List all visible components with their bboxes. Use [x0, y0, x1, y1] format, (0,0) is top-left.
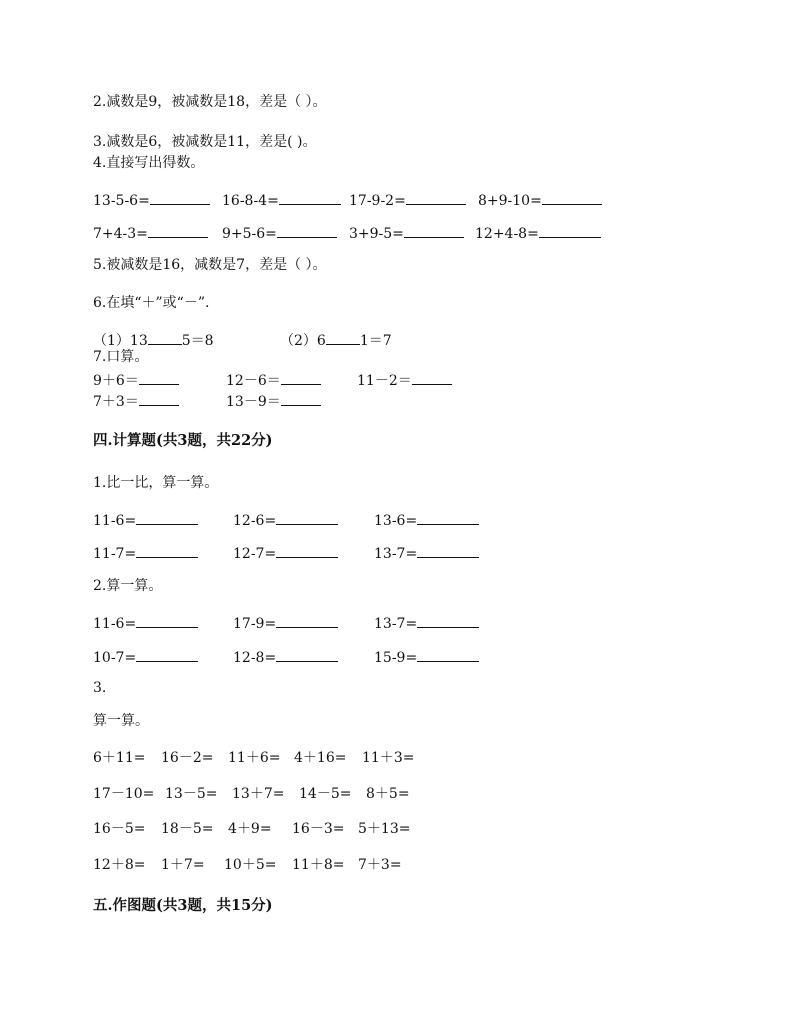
q4-item: 7+4-3=: [93, 223, 208, 243]
q4-item: 9+5-6=: [222, 223, 337, 243]
question-6-title: 6.在填“＋”或“－”.: [93, 295, 210, 311]
answer-blank[interactable]: [417, 510, 479, 525]
s4-p3-number: 3.: [93, 680, 107, 696]
answer-blank[interactable]: [136, 647, 198, 662]
operator-blank[interactable]: [326, 330, 360, 345]
q7-item: 11－2＝: [357, 370, 452, 390]
mental-math-item: 5＋13=: [358, 821, 411, 837]
question-5: 5.被减数是16，减数是7，差是（ ）。: [93, 257, 327, 273]
s4-p3-title: 算一算。: [93, 713, 149, 729]
answer-blank[interactable]: [139, 391, 179, 406]
answer-blank[interactable]: [542, 190, 602, 205]
mental-math-item: 8＋5=: [366, 786, 410, 802]
s4-p2-item: 12-8=: [233, 647, 338, 667]
question-7-title: 7.口算。: [93, 349, 149, 365]
mental-math-item: 17－10=: [93, 786, 155, 802]
answer-blank[interactable]: [136, 510, 198, 525]
s4-p2-item: 17-9=: [233, 613, 338, 633]
answer-blank[interactable]: [281, 391, 321, 406]
answer-blank[interactable]: [276, 543, 338, 558]
answer-blank[interactable]: [139, 370, 179, 385]
s4-p2-title: 2.算一算。: [93, 578, 163, 594]
q7-item: 9＋6＝: [93, 370, 179, 390]
mental-math-item: 4＋9=: [228, 821, 272, 837]
s4-p1-item: 13-7=: [374, 543, 479, 563]
operator-blank[interactable]: [148, 330, 182, 345]
s4-p1-item: 11-6=: [93, 510, 198, 530]
answer-blank[interactable]: [539, 223, 601, 238]
mental-math-item: 18－5=: [161, 821, 214, 837]
mental-math-item: 16－5=: [93, 821, 146, 837]
mental-math-item: 10＋5=: [224, 857, 277, 873]
q4-item: 3+9-5=: [349, 223, 464, 243]
s4-p1-item: 11-7=: [93, 543, 198, 563]
answer-blank[interactable]: [276, 613, 338, 628]
section-5-heading: 五.作图题(共3题，共15分): [93, 897, 273, 914]
q4-item: 8+9-10=: [478, 190, 602, 210]
s4-p2-item: 15-9=: [374, 647, 479, 667]
mental-math-item: 11＋3=: [362, 750, 415, 766]
question-4-title: 4.直接写出得数。: [93, 155, 205, 171]
answer-blank[interactable]: [277, 223, 337, 238]
section-4-heading: 四.计算题(共3题，共22分): [93, 432, 273, 449]
answer-blank[interactable]: [279, 190, 341, 205]
s4-p1-title: 1.比一比，算一算。: [93, 475, 219, 491]
answer-blank[interactable]: [150, 190, 210, 205]
s4-p1-item: 13-6=: [374, 510, 479, 530]
answer-blank[interactable]: [417, 647, 479, 662]
q4-item: 16-8-4=: [222, 190, 341, 210]
answer-blank[interactable]: [148, 223, 208, 238]
answer-blank[interactable]: [136, 613, 198, 628]
mental-math-item: 11＋8=: [292, 857, 345, 873]
mental-math-item: 13－5=: [165, 786, 218, 802]
mental-math-item: 16－3=: [292, 821, 345, 837]
answer-blank[interactable]: [136, 543, 198, 558]
q6-part-2: （2）6 1＝7: [280, 330, 392, 350]
q4-item: 13-5-6=: [93, 190, 210, 210]
question-2: 2.减数是9，被减数是18，差是（ ）。: [93, 94, 327, 110]
question-3: 3.减数是6，被减数是11，差是( )。: [93, 134, 317, 150]
mental-math-item: 4＋16=: [294, 750, 347, 766]
answer-blank[interactable]: [412, 370, 452, 385]
mental-math-item: 7＋3=: [358, 857, 402, 873]
answer-blank[interactable]: [417, 543, 479, 558]
mental-math-item: 11＋6=: [228, 750, 281, 766]
mental-math-item: 14－5=: [299, 786, 352, 802]
answer-blank[interactable]: [406, 190, 466, 205]
q4-item: 17-9-2=: [349, 190, 466, 210]
q7-item: 7＋3＝: [93, 391, 179, 411]
s4-p2-item: 11-6=: [93, 613, 198, 633]
q7-item: 13－9＝: [226, 391, 321, 411]
answer-blank[interactable]: [417, 613, 479, 628]
s4-p2-item: 13-7=: [374, 613, 479, 633]
mental-math-item: 16－2=: [161, 750, 214, 766]
mental-math-item: 13＋7=: [232, 786, 285, 802]
s4-p1-item: 12-6=: [233, 510, 338, 530]
q7-item: 12－6＝: [226, 370, 321, 390]
q4-item: 12+4-8=: [475, 223, 601, 243]
s4-p1-item: 12-7=: [233, 543, 338, 563]
mental-math-item: 1＋7=: [161, 857, 205, 873]
mental-math-item: 6＋11=: [93, 750, 146, 766]
answer-blank[interactable]: [281, 370, 321, 385]
q6-part-1: （1）13 5＝8: [93, 330, 214, 350]
mental-math-item: 12＋8=: [93, 857, 146, 873]
answer-blank[interactable]: [276, 510, 338, 525]
answer-blank[interactable]: [276, 647, 338, 662]
answer-blank[interactable]: [404, 223, 464, 238]
s4-p2-item: 10-7=: [93, 647, 198, 667]
